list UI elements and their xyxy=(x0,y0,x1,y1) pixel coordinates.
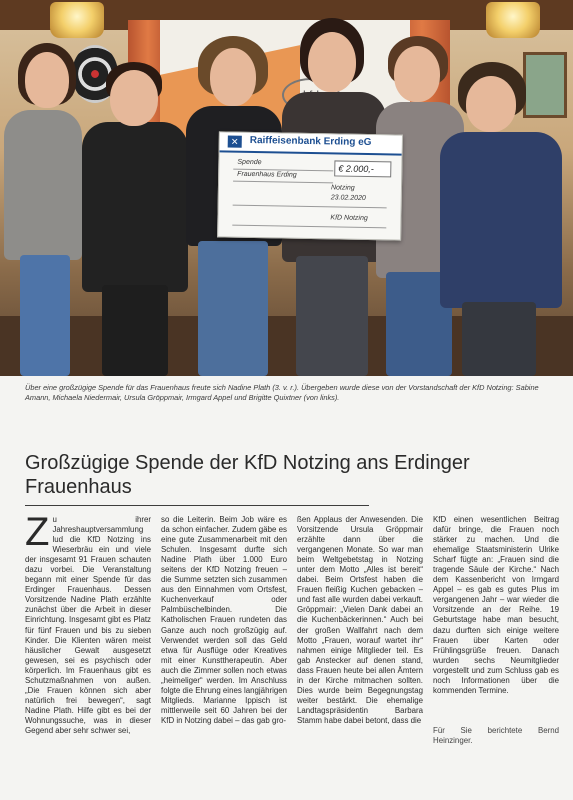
wall-lamp-left xyxy=(50,2,104,38)
dropcap: Z xyxy=(25,510,50,554)
check-amount: € 2.000,- xyxy=(334,160,391,177)
person-6 xyxy=(436,62,566,376)
article-byline: Für Sie berichtete Bernd Heinzinger. xyxy=(433,725,559,745)
group-photo xyxy=(0,0,573,376)
article-column-3 xyxy=(297,515,423,726)
check-line xyxy=(232,225,386,229)
check-header xyxy=(220,132,402,155)
check-line xyxy=(233,205,387,209)
article-column-4 xyxy=(433,515,559,746)
bank-name: Raiffeisenbank Erding eG xyxy=(249,134,372,149)
person-2 xyxy=(80,60,190,376)
article-text: KfD einen wesentlichen Beitrag dafür bringe, die Frauen noch stärker zu machen. Und die ehemalige Staatsministerin Ulrike Scharf fügte an: „Frauen sind die tragende Säule der Kirche.“ Nach dem Kassenbericht von Irmgard Appel – es gab es gutes Plus im vergangenen Jahr – war wieder die Vorsitzende an der Reihe. 19 Geburtstage habe man besucht, dazu durften sich einige weitere Frauen über Karten oder Frühlingsgrüße freuen. Danach wurden sechs Neumitglieder vorgestellt und zum Schluss gab es noch Informationen über die kommenden Termine. xyxy=(433,515,559,695)
check-date: 23.02.2020 xyxy=(330,194,366,202)
check-recipient: Frauenhaus Erding xyxy=(237,170,297,179)
article-text: u ihrer Jahreshauptversammlung lud die KfD Notzing ins Wieserbräu ein und viele der insgesamt 91 Frauen schauten dazu vorbei. Die Veranstaltung begann mit einer Spende für das Erdinger Frauenhaus. Dessen Vorsitzende Nadine Plath erzählte zunächst über die Arbeit in dieser Einrichtung. Insgesamt gibt es Platz für fünf Frauen und bis zu sieben Kinder. Die Klienten wären meist häuslicher Gewalt ausgesetzt gewesen, sei es psychisch oder körperlich. Im Frauenhaus gibt es Schutzmaßnahmen von außen. „Die Frauen können sich aber natürlich frei bewegen“, sagt Nadine Plath. Hilfe gibt es bei der Wohnungssuche, was in dieser Gegend aber sehr schwer sei, xyxy=(25,515,151,735)
donation-check xyxy=(217,131,403,240)
headline-rule xyxy=(25,505,369,506)
bank-logo-icon: ✕ xyxy=(228,136,242,148)
article-column-1 xyxy=(25,510,151,736)
check-line xyxy=(233,181,333,184)
article-text: ßen Applaus der Anwesenden. Die Vorsitzende Ursula Gröppmair erzählte dann über die vergangenen Monate. So war man beim Weltgebetstag in Notzing unter dem Motto „Alles ist bereit“ dabei. Beim Ortsfest haben die Frauen fleißig Kuchen gebacken – und fast alle wurden dabei verkauft. Gröppmair: „Vielen Dank dabei an die Kuchenbäckerinnen.“ Auch bei der großen Wallfahrt nach dem Motto „Frauen, worauf wartet ihr“ nahmen einige Mitglieder teil. Es gab Anstecker auf denen stand, dass Frauen heute bei allen Ämtern in der Kirche mitmachen sollten. Dies wurde beim Begegnungstag weiter bestärkt. Die ehemalige Landtagspräsidentin Barbara Stamm habe dabei betont, dass die xyxy=(297,515,423,725)
photo-caption: Über eine großzügige Spende für das Frauenhaus freute sich Nadine Plath (3. v. r.). Übergeben wurde diese von der Vorstandschaft der KfD Notzing: Sabine Amann, Michaela Niedermair, Ursula Gröppmair, Irmgard Appel und Brigitte Quixtner (von links). xyxy=(25,383,539,402)
check-signature: KfD Notzing xyxy=(330,214,368,223)
wall-lamp-right xyxy=(486,2,540,38)
article-body xyxy=(25,510,560,795)
check-place: Notzing xyxy=(330,184,355,192)
person-1 xyxy=(0,40,90,376)
article-column-2 xyxy=(161,515,287,726)
article-headline: Großzügige Spende der KfD Notzing ans Erdinger Frauenhaus xyxy=(25,452,470,498)
check-purpose: Spende xyxy=(237,158,262,167)
article-text: so die Leiterin. Beim Job wäre es da schon einfacher. Zudem gäbe es eine gute Zusammenarbeit mit den Schulen. Insgesamt durfte sich Nadine Plath über 1.000 Euro seitens der KfD Notzing freuen – die Summe setzten sich zusammen aus den Einnahmen vom Ortsfest, Kuchenverkauf oder Palmbüschelbinden. Die Katholischen Frauen rundeten das Ganze auch noch großzügig auf. Verwendet werden soll das Geld etwa für Ausflüge oder Kreatives mit einer Kunsttherapeutin. Aber auch die Zimmer sollen noch etwas „heimeliger“ werden. Im Anschluss folgte die Ehrung eines langjährigen Mitglieds. Marianne Ippisch ist mittlerweile seit 60 Jahren bei der KfD in Notzing dabei – das gab gro- xyxy=(161,515,287,725)
